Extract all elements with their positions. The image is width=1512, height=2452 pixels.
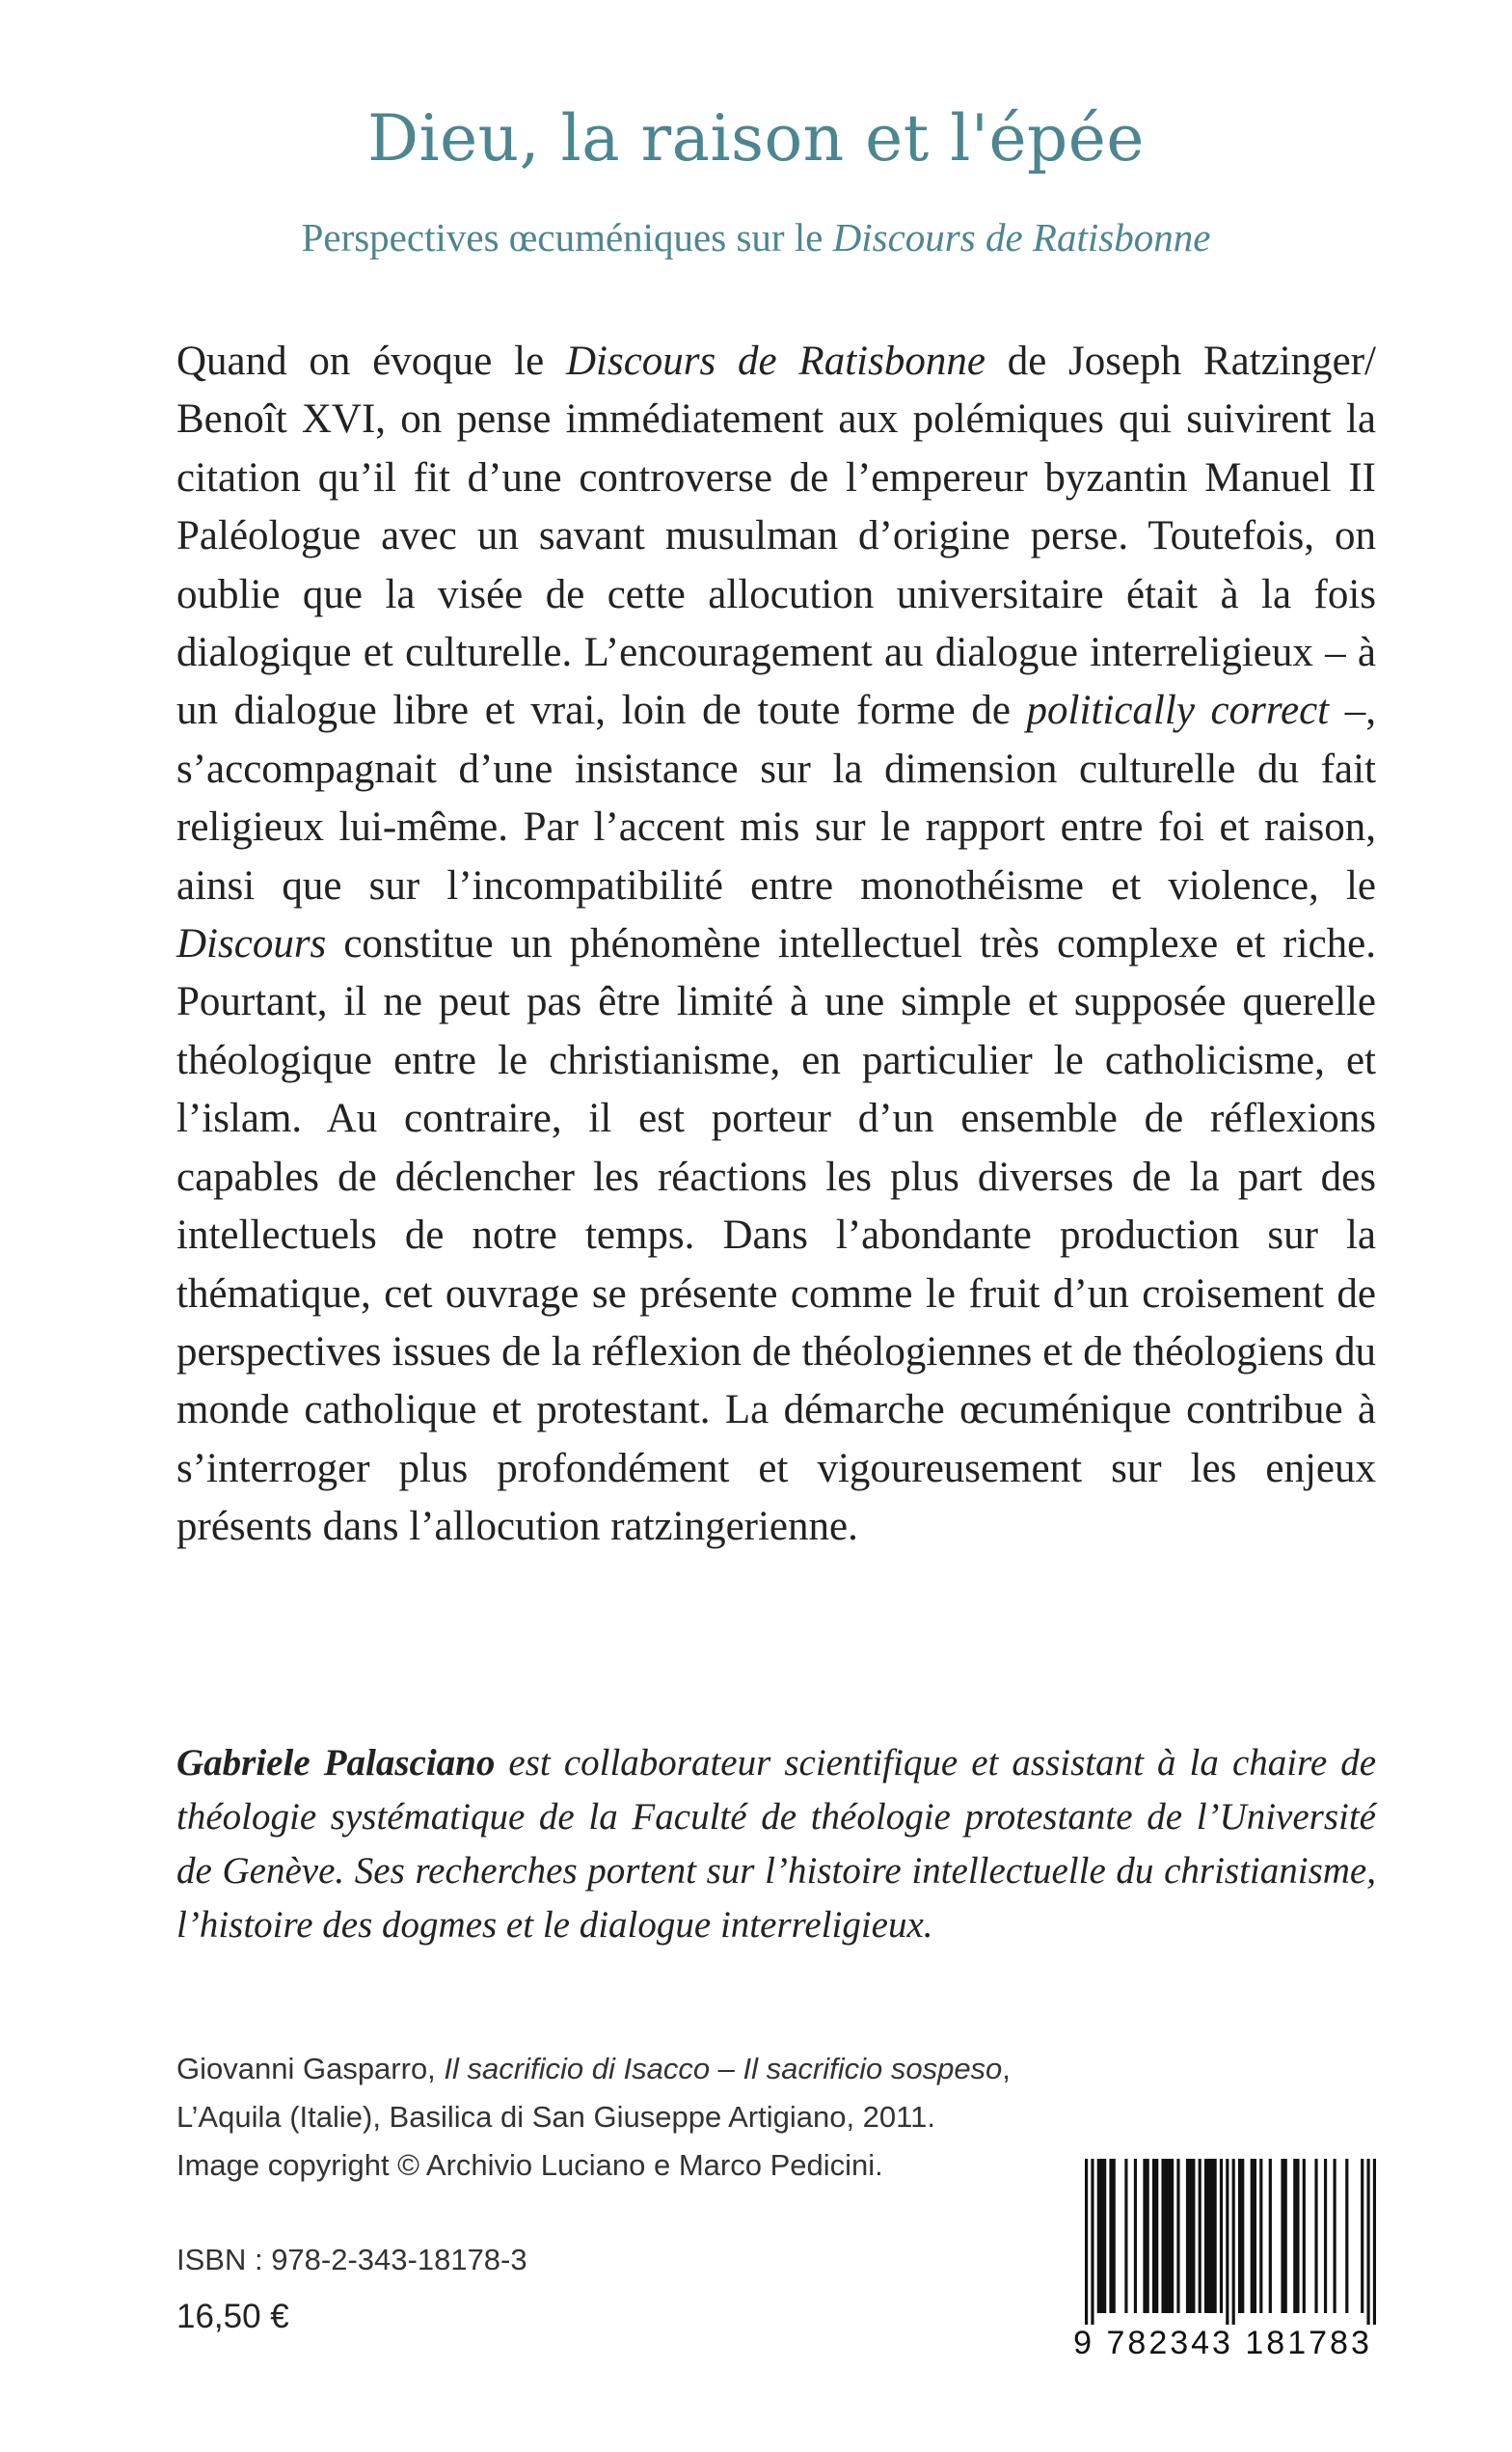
- barcode-bar: [1238, 2159, 1244, 2313]
- blurb-italic-3: Discours: [176, 921, 327, 967]
- barcode-guard-bar: [1091, 2159, 1094, 2325]
- blurb-part-3: –, s’accompagnait d’une insistance sur la dimension culturelle du fait religieux lui-même. Par l’accent mis sur le rapport entre foi et raison, ainsi que sur l’incompatibilité entre monothéisme et violence, le: [176, 688, 1376, 909]
- barcode-bar: [1314, 2159, 1317, 2313]
- author-name: Gabriele Palasciano: [176, 1742, 496, 1784]
- blurb-part-4: constitue un phénomène intellectuel très complexe et riche. Pourtant, il ne peut pas être limité à une simple et supposée querelle théologique entre le christianisme, en particulier le catholicisme, et l’islam. Au contraire, il est porteur d’un ensemble de réflexions capables de déclencher les réactions les plus diverses de la part des intellectuels de notre temps. Dans l’abondante production sur la thématique, cet ouvrage se présente comme le fruit d’un croisement de perspectives issues de la réflexion de théologiennes et de théologiens du monde catholique et protestant. La démarche œcuménique contribue à s’interroger plus profondément et vigoureusement sur les enjeux présents dans l’allocution ratzingerienne.: [176, 921, 1376, 1550]
- barcode-bar: [1143, 2159, 1148, 2313]
- barcode-bar: [1161, 2159, 1174, 2313]
- barcode-bar: [1152, 2159, 1158, 2313]
- barcode-guard-bar: [1085, 2159, 1088, 2325]
- barcode-guard-bar: [1226, 2159, 1228, 2325]
- barcode-guard-bar: [1366, 2159, 1369, 2325]
- barcode-bar: [1324, 2159, 1327, 2313]
- blurb-paragraph: [176, 333, 1376, 1557]
- blurb-part-1: Quand on évoque le: [176, 339, 566, 384]
- blurb-italic-1: Discours de Ratisbonne: [565, 339, 986, 384]
- isbn-text: ISBN : 978-2-343-18178-3: [176, 2243, 527, 2276]
- barcode-bar: [1220, 2159, 1223, 2313]
- credit-work-title: Il sacrificio di Isacco – Il sacrificio sospeso: [444, 2052, 1003, 2085]
- barcode-digits: 9 782343 181783: [1064, 2325, 1382, 2362]
- author-bio-text: est collaborateur scientifique et assistant à la chaire de théologie systématique de la Faculté de théologie protestante de l’Université de Genève. Ses recherches portent sur l’histoire intellectuelle du christianisme, l’histoire des dogmes et le dialogue interreligieux.: [176, 1742, 1376, 1946]
- barcode-bar: [1199, 2159, 1202, 2313]
- credit-location: L’Aquila (Italie), Basilica di San Giuseppe Artigiano, 2011.: [176, 2100, 935, 2134]
- barcode-bar: [1269, 2159, 1272, 2313]
- book-subtitle: [0, 214, 1512, 261]
- barcode-guard-bar: [1232, 2159, 1235, 2325]
- credit-artist: Giovanni Gasparro,: [176, 2052, 445, 2085]
- credit-comma: ,: [1002, 2052, 1011, 2085]
- subtitle-prefix: Perspectives œcuméniques sur le: [301, 215, 833, 259]
- barcode-bar: [1251, 2159, 1256, 2313]
- blurb-italic-2: politically correct: [1026, 688, 1330, 734]
- author-bio: [176, 1736, 1376, 1952]
- barcode-bars: [1064, 2159, 1382, 2325]
- barcode-bar: [1204, 2159, 1217, 2313]
- barcode-bar: [1097, 2159, 1107, 2313]
- barcode-bar: [1134, 2159, 1137, 2313]
- barcode-bar: [1361, 2159, 1364, 2313]
- barcode-bar: [1186, 2159, 1196, 2313]
- barcode-bar: [1259, 2159, 1262, 2313]
- barcode-bar: [1293, 2159, 1299, 2313]
- barcode-bar: [1303, 2159, 1306, 2313]
- barcode-bar: [1109, 2159, 1115, 2313]
- subtitle-italic: Discours de Ratisbonne: [832, 215, 1211, 259]
- barcode-bar: [1333, 2159, 1336, 2313]
- barcode-guard-bar: [1373, 2159, 1376, 2325]
- barcode-bar: [1176, 2159, 1179, 2313]
- barcode-bar: [1124, 2159, 1127, 2313]
- credit-copyright: Image copyright © Archivio Luciano e Marco Pedicini.: [176, 2148, 883, 2182]
- cover-image-credit: [176, 2045, 1011, 2190]
- price-text: 16,50 €: [176, 2298, 289, 2335]
- barcode-bar: [1281, 2159, 1286, 2313]
- blurb-part-2: de Joseph Ratzinger/ Benoît XVI, on pense immédiatement aux polémiques qui suivirent la citation qu’il fit d’une controverse de l’empereur byzantin Manuel II Paléologue avec un savant musulman d’origine perse. Toutefois, on oublie que la visée de cette allocution universitaire était à la fois dialogique et culturelle. L’encouragement au dialogue interreligieux – à un dialogue libre et vrai, loin de toute forme de: [176, 339, 1376, 734]
- book-title: Dieu, la raison et l'épée: [367, 101, 1145, 176]
- barcode-bar: [1345, 2159, 1348, 2313]
